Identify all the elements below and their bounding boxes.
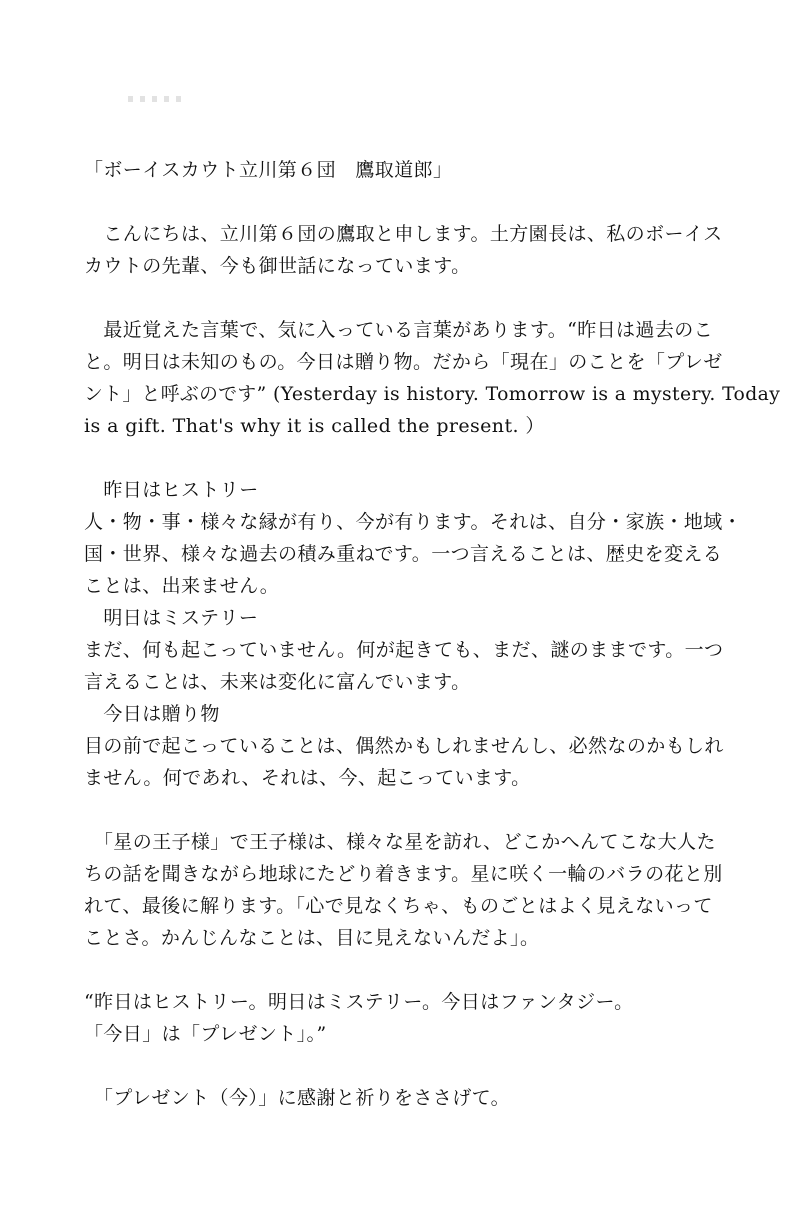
- section-heading-today: 今日は贈り物: [84, 703, 220, 725]
- paragraph-line: 人・物・事・様々な縁が有り、今が有ります。それは、自分・家族・地域・: [84, 511, 743, 533]
- paragraph-line: 言えることは、未来は変化に富んでいます。: [84, 671, 471, 693]
- section-heading-yesterday: 昨日はヒストリー: [84, 479, 259, 501]
- paragraph-line: ことは、出来ません。: [84, 575, 280, 597]
- document-title: 「ボーイスカウト立川第６団 鷹取道郎」: [84, 159, 453, 181]
- section-heading-tomorrow: 明日はミステリー: [84, 607, 259, 629]
- paragraph-line: ません。何であれ、それは、今、起こっています。: [84, 767, 531, 789]
- paragraph-line: と。明日は未知のもの。今日は贈り物。だから「現在」のことを「プレゼ: [84, 351, 723, 373]
- quote-line: “昨日はヒストリー。明日はミステリー。今日はファンタジー。: [84, 991, 634, 1013]
- closing-line: 「プレゼント（今）」に感謝と祈りをささげて。: [84, 1087, 511, 1109]
- paragraph-line: ことさ。かんじんなことは、目に見えないんだよ」。: [84, 927, 540, 949]
- paragraph-line: 目の前で起こっていることは、偶然かもしれませんし、必然なのかもしれ: [84, 735, 724, 757]
- paragraph-line: 「星の王子様」で王子様は、様々な星を訪れ、どこかへんてこな大人た: [84, 831, 716, 853]
- paragraph-line: 国・世界、様々な過去の積み重ねです。一つ言えることは、歴史を変える: [84, 543, 723, 565]
- paragraph-line: is a gift. That's why it is called the present. ）: [84, 415, 545, 437]
- paragraph-line: れて、最後に解ります。「心で見なくちゃ、ものごとはよく見えないって: [84, 895, 713, 917]
- paragraph-line: ちの話を聞きながら地球にたどり着きます。星に咲く一輪のバラの花と別: [84, 863, 723, 885]
- paragraph-line: 最近覚えた言葉で、気に入っている言葉があります。“昨日は過去のこ: [84, 319, 714, 341]
- faint-header-mark: [128, 96, 184, 102]
- paragraph-line: まだ、何も起こっていません。何が起きても、まだ、謎のままです。一つ: [84, 639, 724, 661]
- paragraph-line: カウトの先輩、今も御世話になっています。: [84, 255, 471, 277]
- paragraph-line: ント」と呼ぶのです” (Yesterday is history. Tomorrow is a mystery. Today: [84, 383, 781, 405]
- paragraph-line: こんにちは、立川第６団の鷹取と申します。土方園長は、私のボーイス: [84, 223, 723, 245]
- quote-line: 「今日」は「プレゼント」。”: [84, 1023, 327, 1045]
